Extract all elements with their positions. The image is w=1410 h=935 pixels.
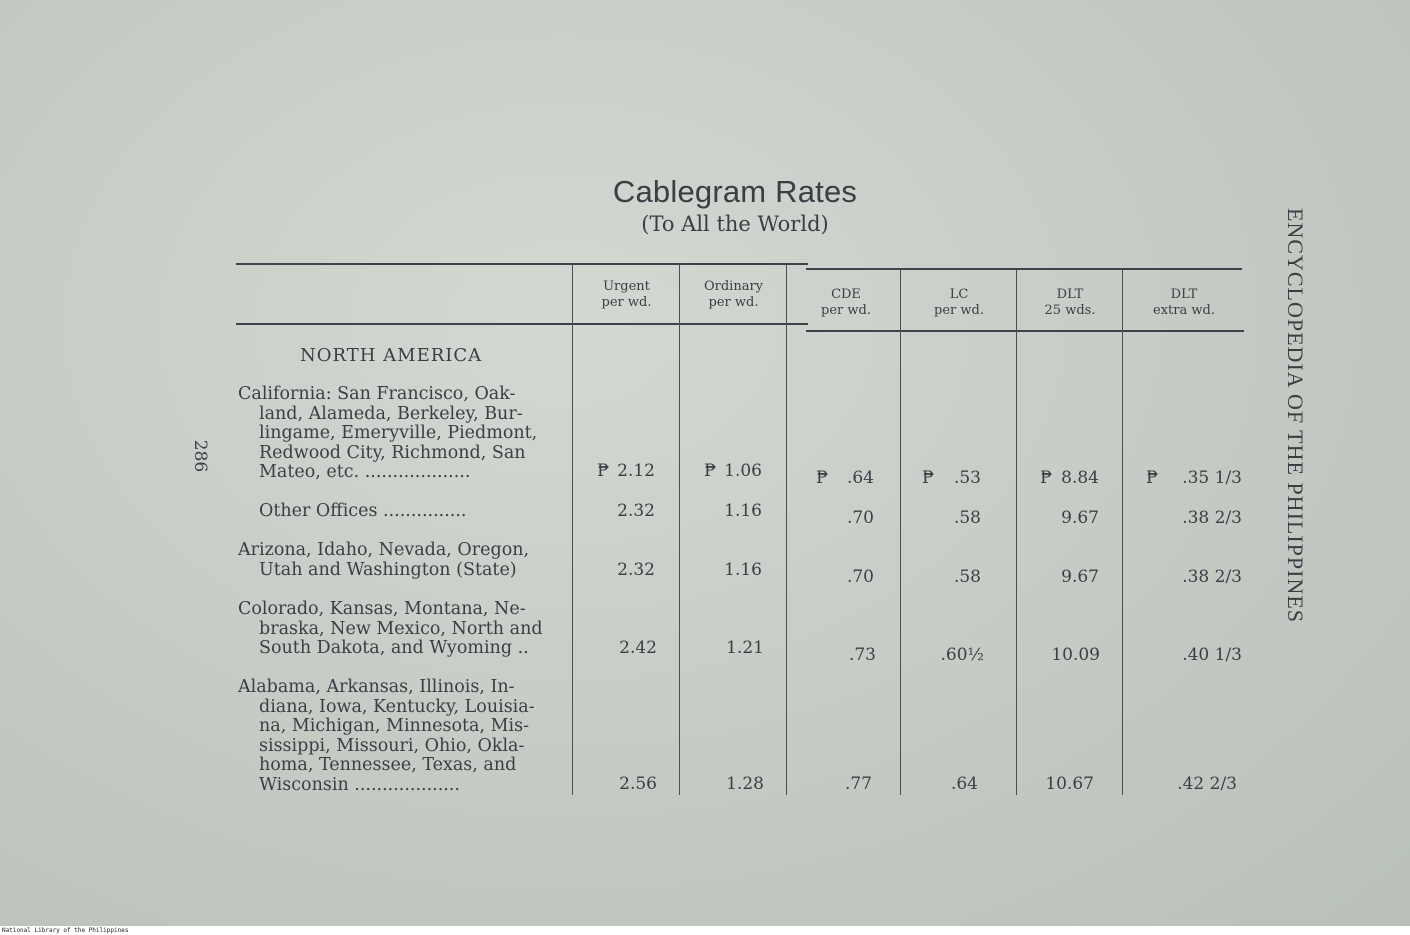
table-cell: 10.09 <box>1051 645 1100 665</box>
column-separator <box>679 265 680 795</box>
table-cell: .64 <box>846 468 874 488</box>
column-header-ordinary: Ordinary per wd. <box>703 279 764 310</box>
footer-credit: National Library of the Philippines <box>0 926 1410 935</box>
table-cell: 10.67 <box>1045 774 1094 794</box>
currency-symbol: ₱ <box>704 461 717 481</box>
table-row-label: Other Offices ............... <box>259 501 467 521</box>
column-separator <box>572 265 573 795</box>
table-cell: .38 2/3 <box>1182 567 1242 587</box>
table-top-rule-left <box>236 263 808 265</box>
header-bottom-rule-right <box>806 330 1244 332</box>
column-header-dlt-25: DLT 25 wds. <box>1044 287 1096 318</box>
table-cell: 9.67 <box>1061 508 1099 528</box>
table-cell: .77 <box>844 774 872 794</box>
table-cell: 1.21 <box>726 638 764 658</box>
currency-symbol: ₱ <box>1040 468 1053 488</box>
table-cell: .70 <box>846 567 874 587</box>
table-row-label: Arizona, Idaho, Nevada, Oregon, Utah and Washington (State) <box>238 540 530 580</box>
table-cell: 9.67 <box>1061 567 1099 587</box>
table-cell: 8.84 <box>1061 468 1099 488</box>
table-top-rule-right <box>806 268 1242 270</box>
table-cell: 2.32 <box>617 560 655 580</box>
page-subtitle: (To All the World) <box>641 212 829 236</box>
column-header-cde: CDE per wd. <box>821 287 871 318</box>
table-row-label: Alabama, Arkansas, Illinois, In- diana, Iowa, Kentucky, Louisia- na, Michigan, Minnesota, Mis- sissippi, Missouri, Ohio, Okla- homa, Tennessee, Texas, and Wisconsin ................... <box>238 677 535 795</box>
table-cell: .64 <box>950 774 978 794</box>
table-cell: 1.16 <box>724 501 762 521</box>
currency-symbol: ₱ <box>922 468 935 488</box>
currency-symbol: ₱ <box>597 461 610 481</box>
table-cell: .35 1/3 <box>1182 468 1242 488</box>
table-cell: .58 <box>953 567 981 587</box>
column-separator <box>1122 270 1123 795</box>
table-cell: 2.56 <box>619 774 657 794</box>
table-cell: .42 2/3 <box>1177 774 1237 794</box>
table-cell: .53 <box>953 468 981 488</box>
table-cell: .40 1/3 <box>1182 645 1242 665</box>
table-cell: .58 <box>953 508 981 528</box>
table-cell: 1.16 <box>724 560 762 580</box>
table-cell: .70 <box>846 508 874 528</box>
column-separator <box>786 265 787 795</box>
table-cell: 2.32 <box>617 501 655 521</box>
table-cell: 2.12 <box>617 461 655 481</box>
currency-symbol: ₱ <box>1146 468 1159 488</box>
currency-symbol: ₱ <box>816 468 829 488</box>
table-row-label: California: San Francisco, Oak- land, Alameda, Berkeley, Bur- lingame, Emeryville, Piedmont, Redwood City, Richmond, San Mateo, etc. ................... <box>238 384 538 483</box>
section-heading: NORTH AMERICA <box>300 345 483 366</box>
table-cell: 1.06 <box>724 461 762 481</box>
column-header-lc: LC per wd. <box>934 287 984 318</box>
table-cell: .73 <box>848 645 876 665</box>
table-row-label: Colorado, Kansas, Montana, Ne- braska, New Mexico, North and South Dakota, and Wyoming .. <box>238 599 543 659</box>
page-number: 286 <box>190 439 211 473</box>
table-cell: .60½ <box>940 645 984 665</box>
column-separator <box>900 270 901 795</box>
table-cell: 2.42 <box>619 638 657 658</box>
column-header-urgent: Urgent per wd. <box>601 279 652 310</box>
table-cell: 1.28 <box>726 774 764 794</box>
page-title: Cablegram Rates <box>612 174 858 209</box>
running-header: ENCYCLOPEDIA OF THE PHILIPPINES <box>1283 208 1308 624</box>
table-cell: .38 2/3 <box>1182 508 1242 528</box>
column-separator <box>1016 270 1017 795</box>
header-bottom-rule-left <box>236 323 808 325</box>
column-header-dlt-extra: DLT extra wd. <box>1153 287 1215 318</box>
